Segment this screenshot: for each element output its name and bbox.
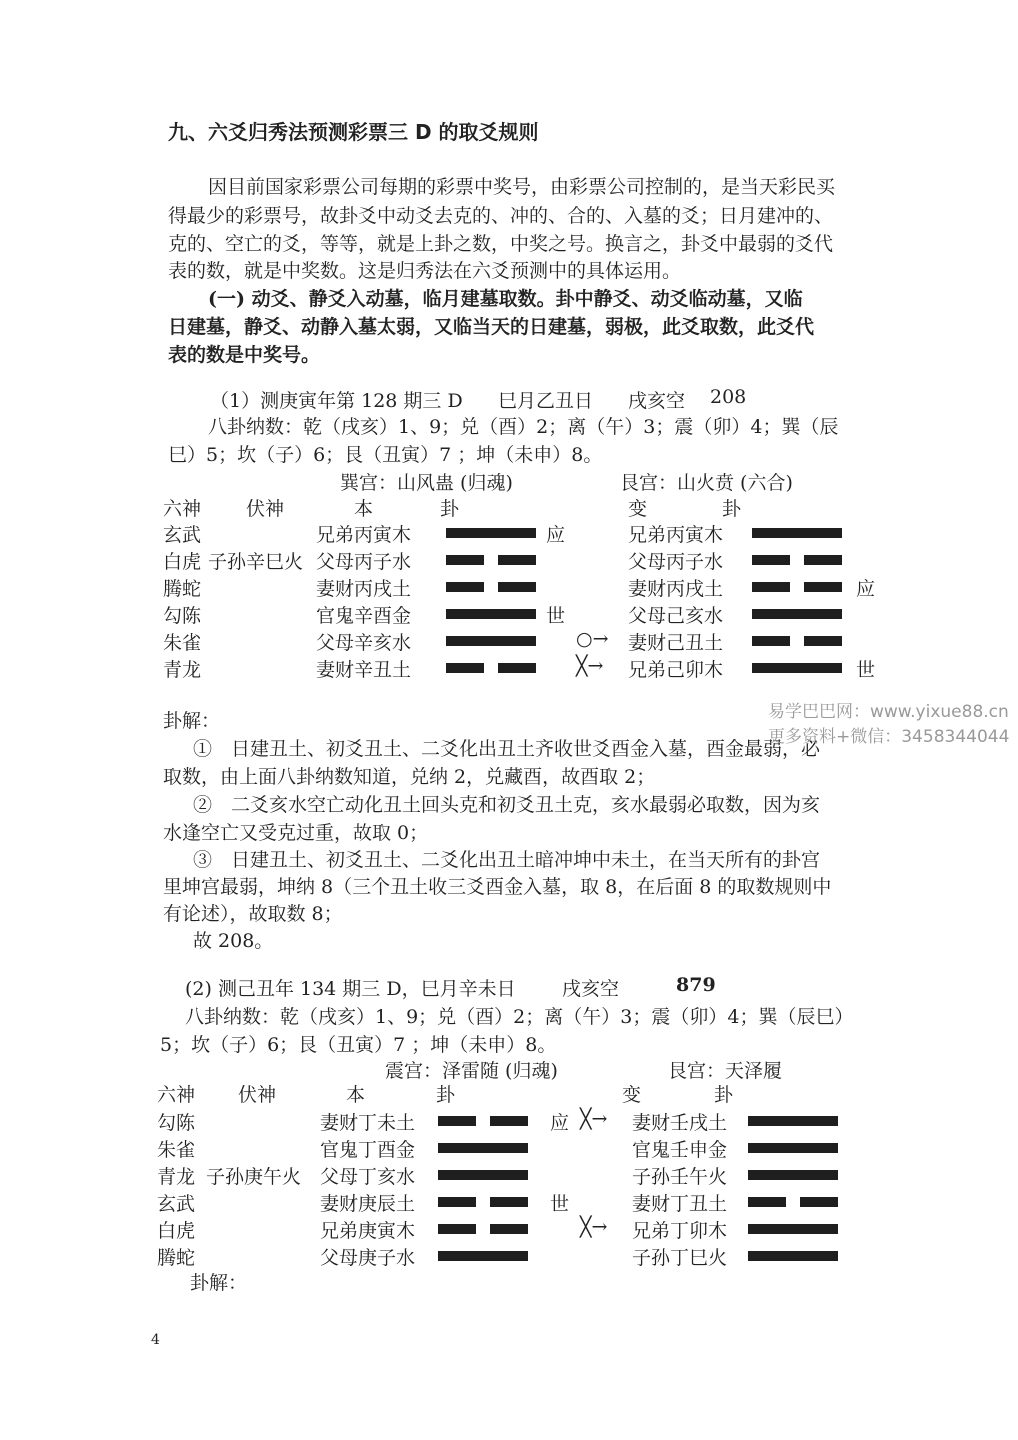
case2-hdr-fu: 伏神	[238, 1084, 277, 1106]
bian-line-label: 妻财丁丑土	[632, 1193, 728, 1215]
fushen-label: 子孙庚午火	[206, 1166, 302, 1188]
ben-yao-line	[438, 1143, 528, 1153]
ben-shi-ying-mark: 世	[550, 1193, 570, 1215]
ben-yao-line	[446, 528, 536, 538]
case1-jie-4: 水逢空亡又受克过重，故取 0；	[163, 822, 429, 844]
ben-yao-line	[438, 1224, 528, 1234]
case1-hdr-fu: 伏神	[246, 498, 285, 520]
case1-nashu-2: 巳）5；坎（子）6；艮（丑寅）7 ；坤（未申）8。	[168, 444, 603, 466]
bian-yao-line	[748, 1116, 838, 1126]
bian-yao-line	[752, 555, 842, 565]
case2-palace-ben: 震宫：泽雷随 (归魂)	[385, 1060, 558, 1082]
watermark-line-1: 易学巴巴网：www.yixue88.cn	[768, 702, 1009, 722]
rule-line-1: (一) 动爻、静爻入动墓，临月建墓取数。卦中静爻、动爻临动墓，又临	[208, 288, 803, 310]
six-god-label: 腾蛇	[157, 1247, 196, 1269]
ben-line-label: 兄弟庚寅木	[320, 1220, 416, 1242]
ben-yao-line	[446, 609, 536, 619]
bian-line-label: 子孙壬午火	[632, 1166, 728, 1188]
case1-title: （1）测庚寅年第 128 期三 D	[210, 390, 463, 412]
ben-yao-line	[446, 555, 536, 565]
ben-line-label: 妻财丙戌土	[316, 578, 412, 600]
bian-shi-ying-mark: 世	[856, 659, 876, 681]
ben-line-label: 兄弟丙寅木	[316, 524, 412, 546]
case2-hdr-bian: 变	[622, 1084, 642, 1106]
six-god-label: 勾陈	[163, 605, 202, 627]
intro-line-4: 表的数，就是中奖数。这是归秀法在六爻预测中的具体运用。	[168, 260, 682, 282]
case1-result: 208	[710, 386, 747, 408]
bian-yao-line	[752, 663, 842, 673]
bian-yao-line	[748, 1224, 838, 1234]
ben-line-label: 父母丙子水	[316, 551, 412, 573]
moving-line-mark: ╳→	[580, 1216, 608, 1238]
bian-line-label: 父母丙子水	[628, 551, 724, 573]
six-god-label: 朱雀	[163, 632, 202, 654]
bian-line-label: 子孙丁巳火	[632, 1247, 728, 1269]
case2-jie-title: 卦解：	[190, 1272, 248, 1294]
case1-jie-title: 卦解：	[163, 710, 221, 732]
ben-line-label: 官鬼辛酉金	[316, 605, 412, 627]
case1-jie-1: ① 日建丑土、初爻丑土、二爻化出丑土齐收世爻酉金入墓，酉金最弱，必	[193, 738, 821, 760]
case2-nashu-1: 八卦纳数：乾（戌亥）1、9；兑（酉）2；离（午）3；震（卯）4；巽（辰巳）	[185, 1006, 854, 1028]
moving-line-mark: ╳→	[580, 1108, 608, 1130]
bian-line-label: 妻财丙戌土	[628, 578, 724, 600]
ben-shi-ying-mark: 世	[546, 605, 566, 627]
bian-line-label: 兄弟丁卯木	[632, 1220, 728, 1242]
ben-yao-line	[438, 1170, 528, 1180]
moving-line-mark: ╳→	[576, 655, 604, 677]
watermark-line-2: 更多资料+微信：3458344044	[768, 727, 1010, 747]
case1-month-day: 巳月乙丑日	[498, 390, 594, 412]
six-god-label: 白虎	[157, 1220, 196, 1242]
case2-hdr-gua2: 卦	[714, 1084, 734, 1106]
case2-palace-bian: 艮宫：天泽履	[668, 1060, 783, 1082]
case2-nashu-2: 5；坎（子）6；艮（丑寅）7 ；坤（未申）8。	[160, 1034, 557, 1056]
case1-jie-3: ② 二爻亥水空亡动化丑土回头克和初爻丑土克，亥水最弱必取数，因为亥	[193, 794, 821, 816]
case1-hdr-ben: 本	[354, 498, 374, 520]
case2-hdr-god: 六神	[157, 1084, 196, 1106]
six-god-label: 勾陈	[157, 1112, 196, 1134]
bian-yao-line	[752, 609, 842, 619]
ben-yao-line	[446, 663, 536, 673]
case2-void: 戌亥空	[562, 978, 620, 1000]
bian-yao-line	[752, 636, 842, 646]
bian-line-label: 妻财己丑土	[628, 632, 724, 654]
ben-yao-line	[438, 1251, 528, 1261]
bian-line-label: 兄弟己卯木	[628, 659, 724, 681]
case1-palace-ben: 巽宫：山风蛊 (归魂)	[340, 472, 513, 494]
six-god-label: 朱雀	[157, 1139, 196, 1161]
ben-yao-line	[446, 582, 536, 592]
fushen-label: 子孙辛巳火	[208, 551, 304, 573]
case2-result: 879	[676, 974, 716, 996]
bian-yao-line	[752, 582, 842, 592]
case1-hdr-gua2: 卦	[722, 498, 742, 520]
moving-line-mark: ○→	[576, 628, 609, 650]
ben-yao-line	[438, 1197, 528, 1207]
six-god-label: 青龙	[157, 1166, 196, 1188]
bian-yao-line	[752, 528, 842, 538]
case1-hdr-god: 六神	[163, 498, 202, 520]
rule-line-3: 表的数是中奖号。	[168, 344, 321, 366]
six-god-label: 白虎	[163, 551, 202, 573]
case1-jie-7: 有论述），故取数 8；	[163, 903, 343, 925]
bian-shi-ying-mark: 应	[856, 578, 876, 600]
case1-hdr-gua: 卦	[440, 498, 460, 520]
case1-jie-2: 取数，由上面八卦纳数知道，兑纳 2，兑藏酉，故酉取 2；	[163, 766, 656, 788]
case1-void: 戌亥空	[628, 390, 686, 412]
ben-line-label: 父母庚子水	[320, 1247, 416, 1269]
ben-line-label: 妻财庚辰土	[320, 1193, 416, 1215]
ben-shi-ying-mark: 应	[546, 524, 566, 546]
ben-line-label: 妻财辛丑土	[316, 659, 412, 681]
six-god-label: 青龙	[163, 659, 202, 681]
ben-line-label: 妻财丁未土	[320, 1112, 416, 1134]
bian-yao-line	[748, 1170, 838, 1180]
section-heading: 九、六爻归秀法预测彩票三 D 的取爻规则	[168, 120, 539, 144]
bian-line-label: 妻财壬戌土	[632, 1112, 728, 1134]
bian-line-label: 兄弟丙寅木	[628, 524, 724, 546]
ben-yao-line	[446, 636, 536, 646]
ben-shi-ying-mark: 应	[550, 1112, 570, 1134]
intro-line-3: 克的、空亡的爻，等等，就是上卦之数，中奖之号。换言之，卦爻中最弱的爻代	[168, 233, 834, 255]
case1-jie-6: 里坤宫最弱，坤纳 8（三个丑土收三爻酉金入墓，取 8，在后面 8 的取数规则中	[163, 876, 832, 898]
case1-palace-bian: 艮宫：山火贲 (六合)	[620, 472, 793, 494]
ben-yao-line	[438, 1116, 528, 1126]
bian-yao-line	[748, 1197, 838, 1207]
case1-jie-5: ③ 日建丑土、初爻丑土、二爻化出丑土暗冲坤中未土，在当天所有的卦宫	[193, 849, 821, 871]
six-god-label: 玄武	[157, 1193, 196, 1215]
case2-title: (2) 测己丑年 134 期三 D，巳月辛未日	[185, 978, 516, 1000]
page-number: 4	[151, 1332, 160, 1348]
case2-hdr-ben: 本	[346, 1084, 366, 1106]
ben-line-label: 父母丁亥水	[320, 1166, 416, 1188]
bian-yao-line	[748, 1251, 838, 1261]
bian-yao-line	[748, 1143, 838, 1153]
six-god-label: 玄武	[163, 524, 202, 546]
six-god-label: 腾蛇	[163, 578, 202, 600]
bian-line-label: 官鬼壬申金	[632, 1139, 728, 1161]
bian-line-label: 父母己亥水	[628, 605, 724, 627]
case1-nashu-1: 八卦纳数：乾（戌亥）1、9；兑（酉）2；离（午）3；震（卯）4；巽（辰	[208, 416, 839, 438]
ben-line-label: 官鬼丁酉金	[320, 1139, 416, 1161]
rule-line-2: 日建墓，静爻、动静入墓太弱，又临当天的日建墓，弱极，此爻取数，此爻代	[168, 316, 815, 338]
case2-hdr-gua: 卦	[436, 1084, 456, 1106]
case1-jie-8: 故 208。	[193, 930, 274, 952]
ben-line-label: 父母辛亥水	[316, 632, 412, 654]
case1-hdr-bian: 变	[628, 498, 648, 520]
intro-line-1: 因目前国家彩票公司每期的彩票中奖号，由彩票公司控制的，是当天彩民买	[208, 176, 836, 198]
intro-line-2: 得最少的彩票号，故卦爻中动爻去克的、冲的、合的、入墓的爻；日月建冲的、	[168, 205, 834, 227]
